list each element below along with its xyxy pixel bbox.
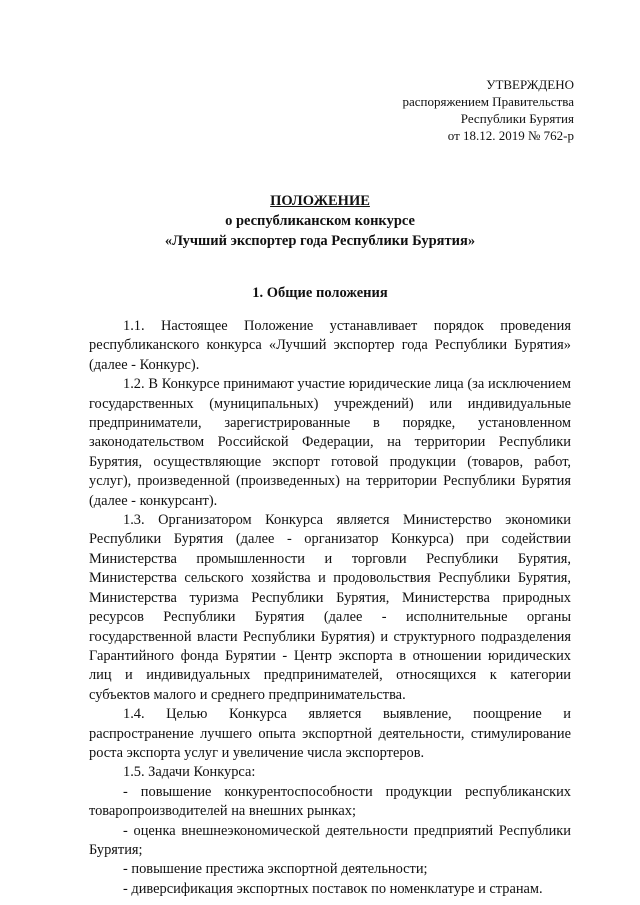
approval-date-number: от 18.12. 2019 № 762-р xyxy=(447,128,574,143)
approval-authority: распоряжением Правительства xyxy=(402,94,574,109)
title-main: ПОЛОЖЕНИЕ xyxy=(270,193,370,209)
approval-region: Республики Бурятия xyxy=(460,111,574,126)
paragraph-1-1: 1.1. Настоящее Положение устанавливает порядок проведения республиканского конкурса «Лучший экспортер года Республики Бурятия» (далее - Конкурс). xyxy=(89,318,571,373)
list-item: - оценка внешнеэкономической деятельности предприятий Республики Бурятия; xyxy=(89,822,571,858)
document-title xyxy=(60,191,580,251)
paragraph-1-3: 1.3. Организатором Конкурса является Министерство экономики Республики Бурятия (далее - организатор Конкурса) при содействии Министерства промышленности и торговли Республики Бурятия, Министерства сельского хозяйства и продовольствия Республики Бурятия, Министерства туризма Республики Бурятия, Министерства природных ресурсов Республики Бурятия (далее - исполнительные органы государственной власти Республики Бурятия) и структурного подразделения Гарантийного фонда Бурятии - Центр экспорта в отношении юридических лиц и индивидуальных предпринимателей, относящихся к категории субъектов малого и среднего предпринимательства. xyxy=(89,512,571,703)
paragraph-1-4: 1.4. Целью Конкурса является выявление, поощрение и распространение лучшего опыта экспортной деятельности, стимулирование роста экспорта услуг и увеличение числа экспортеров. xyxy=(89,706,571,761)
list-item: - повышение престижа экспортной деятельности; xyxy=(123,861,428,878)
paragraph-1-2: 1.2. В Конкурсе принимают участие юридические лица (за исключением государственных (муниципальных) учреждений) или индивидуальные предприниматели, зарегистрированные в порядке, установленном законодательством Российской Федерации, на территории Республики Бурятия, осуществляющие экспорт готовой продукции (товаров, работ, услуг), произведенной (произведенных) на территории Республики Бурятия (далее - конкурсант). xyxy=(89,376,571,509)
section-heading: 1. Общие положения xyxy=(252,285,388,301)
list-item: - диверсификация экспортных поставок по номенклатуре и странам. xyxy=(123,880,543,897)
section-body xyxy=(89,317,571,899)
list-item: - повышение конкурентоспособности продукции республиканских товаропроизводителей на внешних рынках; xyxy=(89,783,571,820)
title-subtitle-2: «Лучший экспортер года Республики Бурятия» xyxy=(164,233,476,249)
title-subtitle-1: о республиканском конкурсе xyxy=(225,213,415,229)
approval-heading: УТВЕРЖДЕНО xyxy=(486,77,574,92)
approval-stamp xyxy=(402,76,574,144)
paragraph-1-5: 1.5. Задачи Конкурса: xyxy=(123,764,256,781)
